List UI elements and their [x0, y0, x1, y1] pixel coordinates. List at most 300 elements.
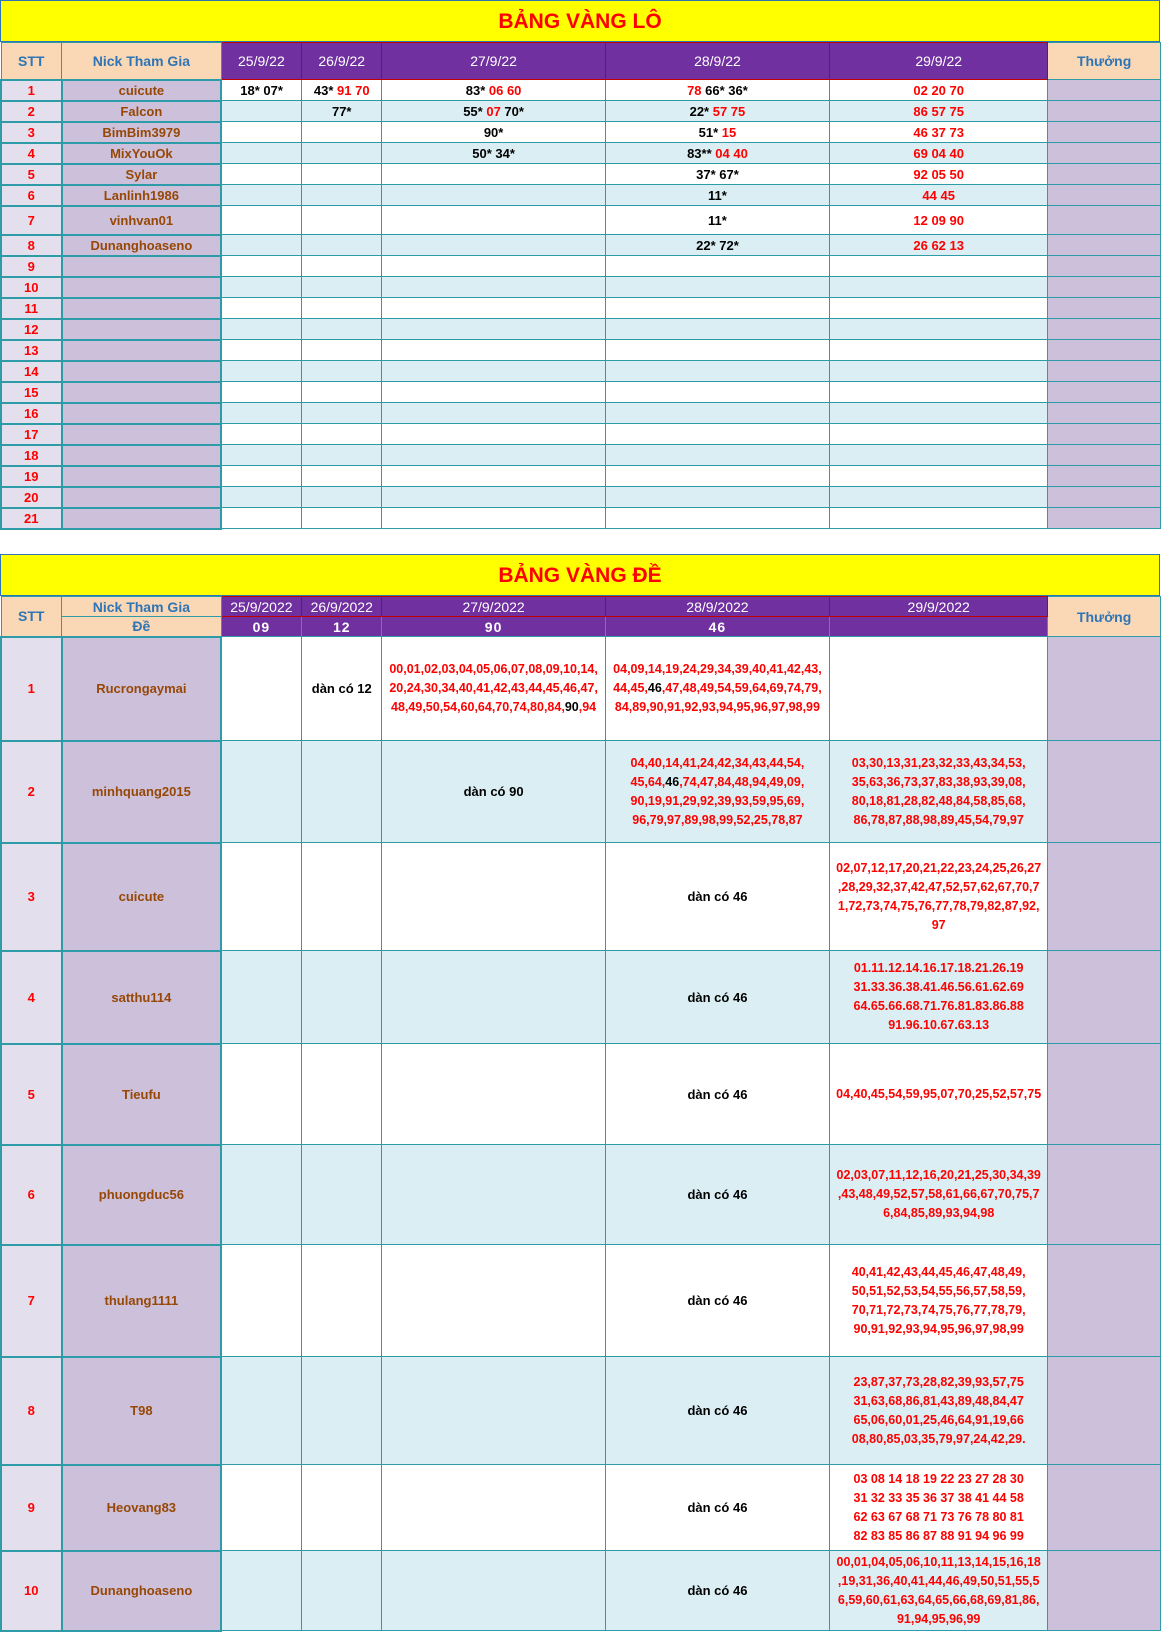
nick-name: vinhvan01 — [62, 206, 222, 235]
pick-cell-1 — [221, 101, 301, 122]
prize-cell — [1048, 185, 1161, 206]
number-line — [832, 1263, 1045, 1282]
pick-cell-4 — [605, 277, 829, 298]
pick-cell-2 — [302, 122, 382, 143]
number-text: 02,03,07,11,12,16,20,21,25,30,34,39 — [836, 1168, 1041, 1182]
pick-number: 06 60 — [488, 82, 522, 98]
pick-cell-1 — [221, 206, 301, 235]
date-header-5: 29/9/2022 — [830, 597, 1048, 617]
pick-cell-4 — [605, 382, 829, 403]
pick-cell-3 — [382, 843, 605, 951]
pick-cell-2 — [302, 361, 382, 382]
nick-name — [62, 424, 222, 445]
row-number: 16 — [1, 403, 62, 424]
row-number: 21 — [1, 508, 62, 529]
number-list — [382, 660, 604, 717]
number-list — [830, 1085, 1047, 1104]
pick-cell-2 — [302, 741, 382, 843]
pick-cell-2 — [302, 206, 382, 235]
number-list — [606, 754, 829, 830]
pick-number: 78 — [687, 82, 706, 98]
pick-cell-5 — [830, 185, 1048, 206]
nick-name — [62, 298, 222, 319]
pick-cell-1 — [221, 637, 301, 741]
number-list — [830, 1166, 1047, 1223]
row-number: 9 — [1, 1465, 62, 1551]
nick-name — [62, 340, 222, 361]
lo-row — [1, 319, 1161, 340]
pick-cell-3 — [382, 1044, 605, 1145]
lo-row — [1, 185, 1161, 206]
row-number: 3 — [1, 843, 62, 951]
number-line — [832, 1085, 1045, 1104]
pick-number: 02 20 70 — [913, 82, 964, 98]
pick-cell-5 — [830, 122, 1048, 143]
row-number: 1 — [1, 80, 62, 101]
number-line — [832, 959, 1045, 978]
pick-number: 44 45 — [922, 187, 955, 203]
pick-cell-1 — [221, 185, 301, 206]
pick-cell-3 — [382, 361, 605, 382]
number-list — [606, 660, 829, 717]
prize-cell — [1048, 298, 1161, 319]
number-line — [832, 773, 1045, 792]
de-row — [1, 1551, 1161, 1631]
pick-cell-2 — [302, 185, 382, 206]
pick-cell-3 — [382, 637, 605, 741]
row-number: 5 — [1, 1044, 62, 1145]
pick-cell-2 — [302, 1357, 382, 1465]
lo-row — [1, 340, 1161, 361]
pick-number: 11* — [708, 187, 727, 203]
number-line — [608, 792, 827, 811]
number-line — [384, 660, 602, 679]
number-text: 03 08 14 18 19 22 23 27 28 30 — [853, 1471, 1024, 1486]
de-header-row — [1, 597, 1161, 617]
pick-number: 92 05 50 — [913, 166, 964, 182]
pick-number: 83** — [687, 145, 716, 161]
pick-cell-3 — [382, 487, 605, 508]
lo-row — [1, 101, 1161, 122]
prize-cell — [1048, 1044, 1161, 1145]
number-line — [832, 1373, 1045, 1392]
nick-name: T98 — [62, 1357, 222, 1465]
de-row — [1, 951, 1161, 1044]
pick-cell-2 — [302, 637, 382, 741]
pick-cell-3 — [382, 1245, 605, 1357]
row-number: 19 — [1, 466, 62, 487]
pick-cell-5 — [830, 487, 1048, 508]
pick-cell-5 — [830, 1245, 1048, 1357]
pick-cell-3 — [382, 277, 605, 298]
pick-cell-1 — [221, 1465, 301, 1551]
pick-cell-2 — [302, 80, 382, 101]
pick-cell-1 — [221, 80, 301, 101]
prize-cell — [1048, 340, 1161, 361]
nick-name: Falcon — [62, 101, 222, 122]
pick-cell-4 — [605, 1551, 829, 1631]
pick-cell-5 — [830, 235, 1048, 256]
de-row — [1, 843, 1161, 951]
nick-name: Rucrongaymai — [62, 637, 222, 741]
nick-name — [62, 277, 222, 298]
number-text: 84,89,90,91,92,93,94,95,96,97,98,99 — [614, 700, 820, 714]
stt-header: STT — [1, 43, 62, 80]
pick-cell-2 — [302, 277, 382, 298]
number-line — [832, 1282, 1045, 1301]
nick-name: phuongduc56 — [62, 1145, 222, 1245]
lo-row — [1, 466, 1161, 487]
pick-cell-5 — [830, 277, 1048, 298]
nick-name — [62, 466, 222, 487]
number-text: 02,07,12,17,20,21,22,23,24,25,26,27 — [836, 860, 1042, 875]
pick-cell-4 — [605, 1245, 829, 1357]
dan-label: dàn có 46 — [687, 1500, 748, 1515]
number-line — [832, 1489, 1045, 1508]
number-text: 35,63,36,73,37,83,38,93,39,08, — [851, 774, 1026, 789]
number-line — [608, 811, 827, 830]
pick-cell-4 — [605, 508, 829, 529]
dan-label: dàn có 12 — [311, 681, 372, 696]
pick-cell-3 — [382, 164, 605, 185]
number-text: 97 — [931, 917, 946, 932]
pick-cell-2 — [302, 1145, 382, 1245]
pick-cell-1 — [221, 487, 301, 508]
pick-cell-2 — [302, 1465, 382, 1551]
pick-cell-3 — [382, 403, 605, 424]
lo-row — [1, 206, 1161, 235]
pick-cell-3 — [382, 508, 605, 529]
prize-cell — [1048, 487, 1161, 508]
pick-cell-4 — [605, 1044, 829, 1145]
pick-cell-3 — [382, 1145, 605, 1245]
number-line — [832, 859, 1045, 878]
dan-label: dàn có 46 — [687, 989, 748, 1005]
pick-cell-2 — [302, 340, 382, 361]
pick-cell-5 — [830, 1357, 1048, 1465]
result-4: 46 — [605, 617, 829, 637]
pick-cell-4 — [605, 951, 829, 1044]
pick-cell-3 — [382, 122, 605, 143]
row-number: 2 — [1, 101, 62, 122]
pick-cell-1 — [221, 466, 301, 487]
pick-cell-2 — [302, 403, 382, 424]
prize-cell — [1048, 206, 1161, 235]
nick-name — [62, 403, 222, 424]
pick-cell-2 — [302, 487, 382, 508]
pick-cell-1 — [221, 1145, 301, 1245]
number-text: 04,40,14,41,24,42,34,43,44,54, — [630, 755, 805, 770]
pick-cell-1 — [221, 340, 301, 361]
pick-number: 37* 67* — [696, 166, 739, 182]
number-text: 96,79,97,89,98,99,52,25,78,87 — [632, 812, 803, 827]
pick-cell-5 — [830, 741, 1048, 843]
nick-name — [62, 508, 222, 529]
number-line — [832, 1527, 1045, 1546]
nick-header: Nick Tham Gia — [62, 597, 222, 617]
number-text: ,43,48,49,52,57,58,61,66,67,70,75,7 — [837, 1187, 1040, 1201]
row-number: 9 — [1, 256, 62, 277]
prize-cell — [1048, 164, 1161, 185]
number-line — [832, 1508, 1045, 1527]
number-text: 48,49,50,54,60,64,70,74,80,84, — [391, 700, 565, 714]
de-board-title: BẢNG VÀNG ĐỀ — [0, 554, 1160, 596]
lo-board-table — [0, 42, 1161, 530]
number-text: 65,06,60,01,25,46,64,91,19,66 — [853, 1412, 1024, 1427]
number-line — [832, 1320, 1045, 1339]
date-header-4: 28/9/22 — [605, 43, 829, 80]
pick-cell-4 — [605, 1357, 829, 1465]
result-2: 12 — [302, 617, 382, 637]
lo-row — [1, 424, 1161, 445]
prize-cell — [1048, 277, 1161, 298]
pick-cell-1 — [221, 164, 301, 185]
pick-cell-3 — [382, 1551, 605, 1631]
date-header-1: 25/9/2022 — [221, 597, 301, 617]
prize-cell — [1048, 466, 1161, 487]
row-number: 8 — [1, 1357, 62, 1465]
pick-cell-4 — [605, 235, 829, 256]
nick-name — [62, 445, 222, 466]
row-number: 10 — [1, 277, 62, 298]
pick-cell-4 — [605, 298, 829, 319]
pick-cell-5 — [830, 319, 1048, 340]
pick-cell-2 — [302, 508, 382, 529]
number-text: 20,24,30,34,40,41,42,43,44,45,46,47, — [389, 681, 598, 695]
number-line — [384, 679, 602, 698]
number-line — [832, 1204, 1045, 1223]
pick-cell-3 — [382, 80, 605, 101]
number-text: 91.96.10.67.63.13 — [888, 1018, 990, 1032]
pick-cell-5 — [830, 1465, 1048, 1551]
pick-cell-2 — [302, 235, 382, 256]
lo-row — [1, 256, 1161, 277]
pick-cell-1 — [221, 256, 301, 277]
number-text: ,19,31,36,40,41,44,46,49,50,51,55,5 — [837, 1573, 1040, 1588]
number-text: 44,45, — [613, 681, 648, 695]
number-line — [832, 897, 1045, 916]
row-number: 20 — [1, 487, 62, 508]
number-line — [832, 1016, 1045, 1035]
nick-name — [62, 256, 222, 277]
pick-cell-4 — [605, 637, 829, 741]
pick-cell-1 — [221, 361, 301, 382]
pick-cell-1 — [221, 1357, 301, 1465]
dan-label: dàn có 46 — [687, 889, 748, 904]
row-number: 3 — [1, 122, 62, 143]
pick-cell-5 — [830, 101, 1048, 122]
result-1: 09 — [221, 617, 301, 637]
number-line — [832, 1610, 1045, 1629]
nick-header: Nick Tham Gia — [62, 43, 222, 80]
row-number: 5 — [1, 164, 62, 185]
pick-cell-5 — [830, 80, 1048, 101]
pick-number: 15 — [721, 124, 737, 140]
pick-cell-2 — [302, 424, 382, 445]
number-list — [830, 1263, 1047, 1339]
number-line — [832, 916, 1045, 935]
number-line — [832, 878, 1045, 897]
row-number: 1 — [1, 637, 62, 741]
pick-number: 26 62 13 — [913, 237, 964, 253]
pick-cell-1 — [221, 298, 301, 319]
pick-cell-3 — [382, 298, 605, 319]
number-text: 50,51,52,53,54,55,56,57,58,59, — [851, 1283, 1026, 1298]
pick-cell-1 — [221, 1044, 301, 1145]
pick-cell-1 — [221, 843, 301, 951]
prize-cell — [1048, 1245, 1161, 1357]
nick-name — [62, 361, 222, 382]
nick-name: minhquang2015 — [62, 741, 222, 843]
pick-number: 50* 34* — [472, 145, 515, 161]
pick-cell-5 — [830, 637, 1048, 741]
pick-number: 69 04 40 — [913, 145, 964, 161]
pick-cell-1 — [221, 951, 301, 1044]
number-text: 23,87,37,73,28,82,39,93,57,75 — [853, 1374, 1024, 1389]
pick-cell-1 — [221, 1551, 301, 1631]
pick-cell-1 — [221, 1245, 301, 1357]
de-row — [1, 1245, 1161, 1357]
de-row — [1, 1357, 1161, 1465]
pick-cell-2 — [302, 101, 382, 122]
number-text: 31.33.36.38.41.46.56.61.62.69 — [853, 980, 1024, 994]
row-number: 18 — [1, 445, 62, 466]
nick-name — [62, 487, 222, 508]
number-line — [608, 698, 827, 717]
pick-cell-4 — [605, 164, 829, 185]
number-text: 08,80,85,03,35,79,97,24,42,29. — [851, 1431, 1026, 1446]
row-number: 6 — [1, 1145, 62, 1245]
number-text: 90,19,91,29,92,39,93,59,95,69, — [630, 793, 805, 808]
pick-cell-1 — [221, 277, 301, 298]
pick-cell-5 — [830, 424, 1048, 445]
prize-cell — [1048, 1357, 1161, 1465]
pick-cell-3 — [382, 143, 605, 164]
pick-cell-1 — [221, 382, 301, 403]
number-text: 00,01,02,03,04,05,06,07,08,09,10,14, — [389, 662, 598, 676]
lo-header-row — [1, 43, 1161, 80]
nick-name: MixYouOk — [62, 143, 222, 164]
pick-cell-3 — [382, 235, 605, 256]
number-line — [832, 1591, 1045, 1610]
number-line — [832, 1430, 1045, 1449]
pick-cell-3 — [382, 185, 605, 206]
pick-cell-1 — [221, 143, 301, 164]
lo-row — [1, 298, 1161, 319]
pick-number: 11* — [708, 212, 727, 228]
pick-cell-5 — [830, 340, 1048, 361]
pick-number: 90* — [483, 124, 504, 140]
number-line — [832, 1301, 1045, 1320]
pick-cell-5 — [830, 843, 1048, 951]
pick-number: 66* 36* — [705, 82, 748, 98]
number-text: 01.11.12.14.16.17.18.21.26.19 — [853, 961, 1024, 975]
row-number: 7 — [1, 206, 62, 235]
prize-cell — [1048, 122, 1161, 143]
pick-cell-4 — [605, 256, 829, 277]
nick-name: Lanlinh1986 — [62, 185, 222, 206]
number-line — [832, 754, 1045, 773]
pick-cell-1 — [221, 445, 301, 466]
pick-cell-4 — [605, 843, 829, 951]
prize-cell — [1048, 256, 1161, 277]
date-header-2: 26/9/22 — [302, 43, 382, 80]
lo-row — [1, 382, 1161, 403]
number-text: 91,94,95,96,99 — [896, 1611, 981, 1626]
pick-cell-5 — [830, 445, 1048, 466]
de-row — [1, 741, 1161, 843]
number-list — [830, 1470, 1047, 1546]
pick-cell-4 — [605, 424, 829, 445]
row-number: 13 — [1, 340, 62, 361]
prize-cell — [1048, 235, 1161, 256]
number-line — [832, 997, 1045, 1016]
de-result-row — [1, 617, 1161, 637]
pick-cell-5 — [830, 298, 1048, 319]
pick-number: 57 75 — [712, 103, 746, 119]
pick-cell-3 — [382, 1465, 605, 1551]
de-label: Đề — [62, 617, 222, 637]
prize-cell — [1048, 80, 1161, 101]
pick-number: 91 70 — [337, 82, 370, 98]
pick-number: 86 57 75 — [913, 103, 964, 119]
number-text: 6,84,85,89,93,94,98 — [883, 1206, 995, 1220]
row-number: 2 — [1, 741, 62, 843]
number-text: 40,41,42,43,44,45,46,47,48,49, — [851, 1264, 1026, 1279]
dan-label: dàn có 46 — [687, 1403, 748, 1418]
lo-row — [1, 487, 1161, 508]
pick-cell-2 — [302, 319, 382, 340]
number-list — [830, 754, 1047, 830]
lo-board-title: BẢNG VÀNG LÔ — [0, 0, 1160, 42]
pick-cell-2 — [302, 256, 382, 277]
nick-name: Dunanghoaseno — [62, 235, 222, 256]
prize-cell — [1048, 424, 1161, 445]
number-line — [832, 978, 1045, 997]
prize-header: Thưởng — [1048, 43, 1161, 80]
de-row — [1, 1145, 1161, 1245]
lo-row — [1, 361, 1161, 382]
pick-cell-2 — [302, 1245, 382, 1357]
date-header-1: 25/9/22 — [221, 43, 301, 80]
number-text: ,47,48,49,54,59,64,69,74,79, — [661, 681, 822, 695]
lo-row — [1, 235, 1161, 256]
prize-cell — [1048, 101, 1161, 122]
pick-cell-2 — [302, 382, 382, 403]
prize-cell — [1048, 382, 1161, 403]
number-line — [608, 660, 827, 679]
pick-cell-5 — [830, 361, 1048, 382]
pick-number: 22* — [689, 103, 713, 119]
winning-number: 90 — [564, 700, 579, 714]
pick-number: 77* — [331, 103, 352, 119]
pick-cell-3 — [382, 206, 605, 235]
pick-number: 04 40 — [715, 145, 748, 161]
pick-number: 83* — [465, 82, 489, 98]
number-line — [832, 1392, 1045, 1411]
prize-cell — [1048, 361, 1161, 382]
nick-name: Heovang83 — [62, 1465, 222, 1551]
pick-cell-3 — [382, 256, 605, 277]
number-text: 62 63 67 68 71 73 76 78 80 81 — [853, 1509, 1024, 1524]
pick-cell-3 — [382, 1357, 605, 1465]
number-line — [608, 679, 827, 698]
lo-row — [1, 164, 1161, 185]
nick-name — [62, 382, 222, 403]
number-text: 04,09,14,19,24,29,34,39,40,41,42,43, — [613, 662, 822, 676]
pick-cell-2 — [302, 298, 382, 319]
pick-cell-5 — [830, 1551, 1048, 1631]
